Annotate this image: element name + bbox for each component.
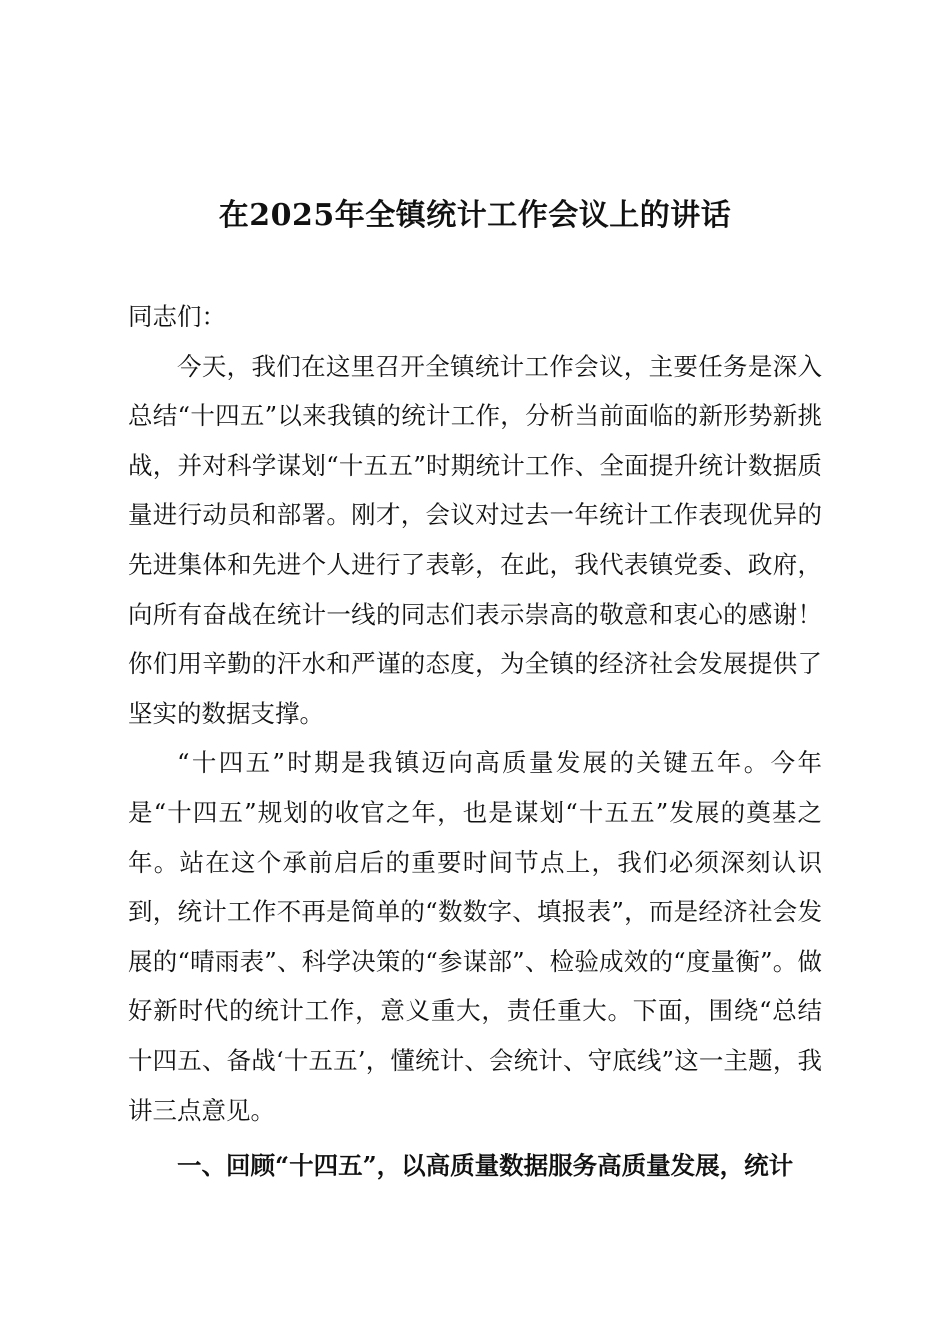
document-body: [128, 292, 822, 1191]
section-heading: 一、回顾“十四五”，以高质量数据服务高质量发展，统计: [177, 1151, 794, 1181]
paragraph-opening: 今天，我们在这里召开全镇统计工作会议，主要任务是深入总结“十四五”以来我镇的统计工作，分析当前面临的新形势新挑战，并对科学谋划“十五五”时期统计工作、全面提升统计数据质量进行动员和部署。刚才，会议对过去一年统计工作表现优异的先进集体和先进个人进行了表彰，在此，我代表镇党委、政府，向所有奋战在统计一线的同志们表示崇高的敬意和衷心的感谢！你们用辛勤的汗水和严谨的态度，为全镇的经济社会发展提供了坚实的数据支撑。: [128, 351, 822, 728]
document-title: 在2025年全镇统计工作会议上的讲话: [218, 198, 732, 233]
paragraph-significance: “十四五”时期是我镇迈向高质量发展的关键五年。今年是“十四五”规划的收官之年，也是谋划“十五五”发展的奠基之年。站在这个承前启后的重要时间节点上，我们必须深刻认识到，统计工作不再是简单的“数数字、填报表”，而是经济社会发展的“晴雨表”、科学决策的“参谋部”、检验成效的“度量衡”。做好新时代的统计工作，意义重大，责任重大。下面，围绕“总结十四五、备战‘十五五’，懂统计、会统计、守底线”这一主题，我讲三点意见。: [128, 748, 822, 1125]
greeting: 同志们：: [128, 302, 226, 331]
